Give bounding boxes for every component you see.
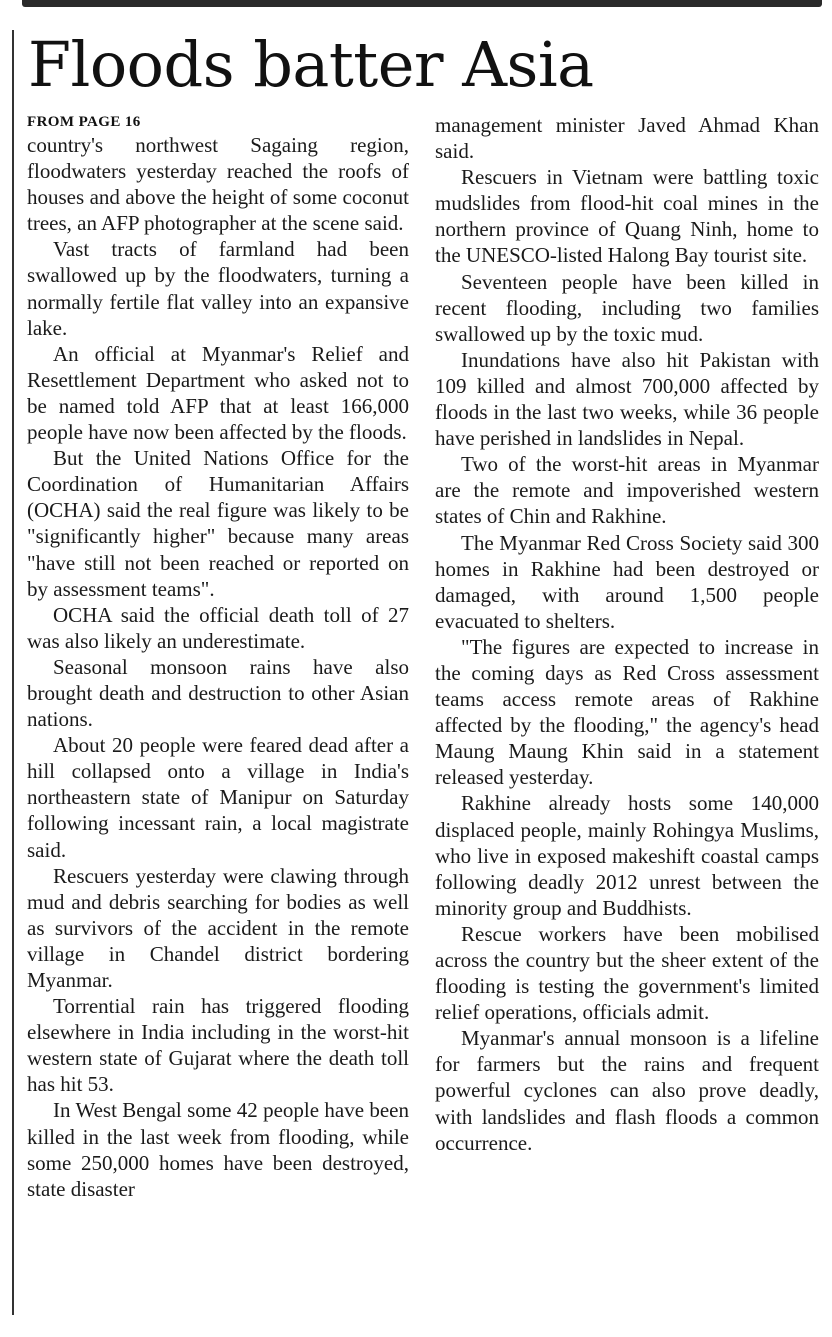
paragraph: Rescue workers have been mobilised across the country but the sheer extent of the flooding is testing the government's limited relief operations, officials admit. (435, 921, 819, 1025)
paragraph: Torrential rain has triggered flooding elsewhere in India including in the worst-hit western state of Gujarat where the death toll has hit 53. (27, 994, 409, 1097)
paragraph: Two of the worst-hit areas in Myanmar are the remote and impoverished western states of Chin and Rakhine. (435, 452, 819, 529)
paragraph: country's northwest Sagaing region, floodwaters yesterday reached the roofs of houses and above the height of some coconut trees, an AFP photographer at the scene said. (27, 133, 409, 236)
paragraph: Seasonal monsoon rains have also brought death and destruction to other Asian nations. (27, 654, 409, 732)
headline: Floods batter Asia (28, 28, 594, 101)
paragraph: OCHA said the official death toll of 27 was also likely an underestimate. (27, 602, 409, 653)
right-column (435, 112, 819, 1156)
continuation-kicker: FROM PAGE 16 (27, 114, 141, 130)
left-column (27, 112, 409, 1202)
left-column-rule (12, 30, 14, 1315)
paragraph: About 20 people were feared dead after a hill collapsed onto a village in India's northeastern state of Manipur on Saturday following incessant rain, a local magistrate said. (27, 733, 409, 862)
paragraph: management minister Javed Ahmad Khan said. (435, 113, 819, 164)
paragraph: Rescuers in Vietnam were battling toxic mudslides from flood-hit coal mines in the northern province of Quang Ninh, home to the UNESCO-listed Halong Bay tourist site. (435, 165, 819, 268)
paragraph: Inundations have also hit Pakistan with 109 killed and almost 700,000 affected by floods in the last two weeks, while 36 people have perished in landslides in Nepal. (435, 347, 819, 451)
paragraph: The Myanmar Red Cross Society said 300 homes in Rakhine had been destroyed or damaged, with around 1,500 people evacuated to shelters. (435, 530, 819, 633)
paragraph: But the United Nations Office for the Coordination of Humanitarian Affairs (OCHA) said the real figure was likely to be "significantly higher" because many areas "have still not been reached or reported on by assessment teams". (27, 446, 409, 601)
paragraph: In West Bengal some 42 people have been killed in the last week from flooding, while some 250,000 homes have been destroyed, state disaster (27, 1098, 409, 1201)
paragraph: Rakhine already hosts some 140,000 displaced people, mainly Rohingya Muslims, who live in exposed makeshift coastal camps following deadly 2012 unrest between the minority group and Buddhists. (435, 791, 819, 920)
paragraph: Seventeen people have been killed in recent flooding, including two families swallowed up by the toxic mud. (435, 269, 819, 346)
paragraph: Vast tracts of farmland had been swallowed up by the floodwaters, turning a normally fertile flat valley into an expansive lake. (27, 237, 409, 340)
paragraph: "The figures are expected to increase in the coming days as Red Cross assessment teams access remote areas of Rakhine affected by the flooding," the agency's head Maung Maung Khin said in a statement released yesterday. (435, 634, 819, 790)
top-border-rule (22, 0, 822, 7)
paragraph: Rescuers yesterday were clawing through mud and debris searching for bodies as well as survivors of the accident in the remote village in Chandel district bordering Myanmar. (27, 863, 409, 992)
paragraph: An official at Myanmar's Relief and Resettlement Department who asked not to be named told AFP that at least 166,000 people have now been affected by the floods. (27, 341, 409, 445)
paragraph: Myanmar's annual monsoon is a lifeline for farmers but the rains and frequent powerful cyclones can also prove deadly, with landslides and flash floods a common occurrence. (435, 1026, 819, 1155)
